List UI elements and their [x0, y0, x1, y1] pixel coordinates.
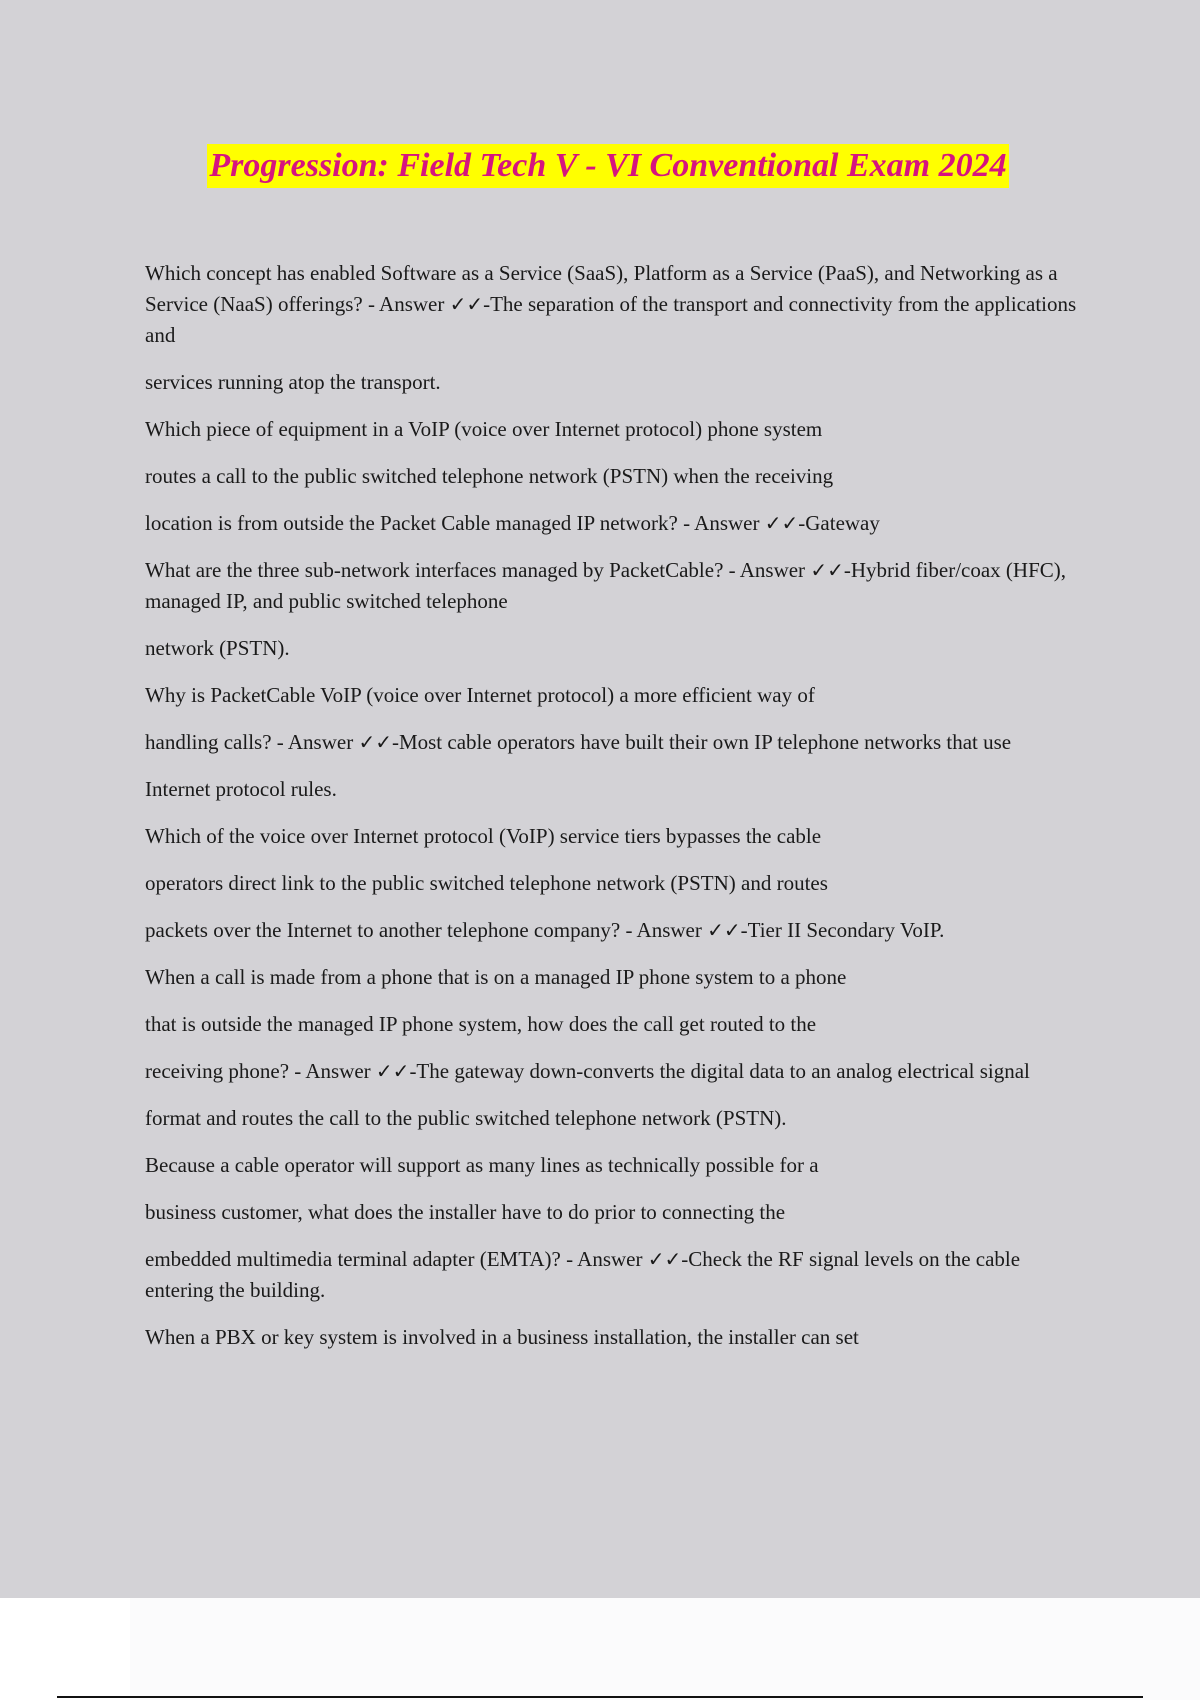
text-line-16 [145, 1056, 1085, 1087]
page-divider [57, 1696, 1143, 1698]
line-text: handling calls? - Answer [145, 730, 359, 754]
line-text: routes a call to the public switched telephone network (PSTN) when the receiving [145, 464, 834, 488]
line-text: format and routes the call to the public switched telephone network (PSTN). [145, 1106, 787, 1130]
text-line-15 [145, 1009, 1085, 1040]
text-line-1 [145, 258, 1085, 351]
answer-text: -Tier II Secondary VoIP. [740, 918, 945, 942]
text-line-6 [145, 555, 1085, 617]
check-icon: ✓✓ [764, 511, 799, 535]
line-text: operators direct link to the public switched telephone network (PSTN) and routes [145, 871, 828, 895]
line-text: What are the three sub-network interfaces managed by PacketCable? - Answer [145, 558, 811, 582]
check-icon: ✓✓ [358, 730, 392, 754]
line-text: services running atop the transport. [145, 370, 441, 394]
answer-text: -Hybrid fiber/coax (HFC), managed IP, and public switched telephone [145, 558, 1067, 613]
line-text: When a PBX or key system is involved in a business installation, the installer can set [145, 1325, 859, 1349]
line-text: embedded multimedia terminal adapter (EMTA)? - Answer [145, 1247, 648, 1271]
title-container [0, 144, 1200, 188]
text-line-7 [145, 633, 1085, 664]
line-text: receiving phone? - Answer [145, 1059, 376, 1083]
line-text: network (PSTN). [145, 636, 290, 660]
line-text: Which concept has enabled Software as a Service (SaaS), Platform as a Service (PaaS), and Networking as a Service (NaaS) offerings? - Answer [145, 261, 1058, 316]
text-line-13 [145, 915, 1085, 946]
document-body [145, 258, 1085, 1369]
text-line-11 [145, 821, 1085, 852]
text-line-3 [145, 414, 1085, 445]
check-icon: ✓✓ [707, 918, 741, 942]
answer-text: -Most cable operators have built their own IP telephone networks that use [391, 730, 1012, 754]
text-line-17 [145, 1103, 1085, 1134]
text-line-5 [145, 508, 1085, 539]
text-line-14 [145, 962, 1085, 993]
check-icon: ✓✓ [375, 1059, 410, 1083]
check-icon: ✓✓ [449, 292, 484, 316]
check-icon: ✓✓ [647, 1247, 682, 1271]
line-text: location is from outside the Packet Cable managed IP network? - Answer [145, 511, 765, 535]
text-line-12 [145, 868, 1085, 899]
text-line-10 [145, 774, 1085, 805]
line-text: that is outside the managed IP phone system, how does the call get routed to the [145, 1012, 817, 1036]
line-text: Because a cable operator will support as many lines as technically possible for a [145, 1153, 819, 1177]
answer-text: -The separation of the transport and connectivity from the applications and [145, 292, 1077, 347]
line-text: business customer, what does the installer have to do prior to connecting the [145, 1200, 786, 1224]
text-line-20 [145, 1244, 1085, 1306]
text-line-21 [145, 1322, 1085, 1353]
line-text: Which piece of equipment in a VoIP (voice over Internet protocol) phone system [145, 417, 823, 441]
answer-text: -Check the RF signal levels on the cable entering the building. [145, 1247, 1021, 1302]
answer-text: -Gateway [798, 511, 880, 535]
text-line-8 [145, 680, 1085, 711]
line-text: Internet protocol rules. [145, 777, 337, 801]
document-title: Progression: Field Tech V - VI Conventional Exam 2024 [207, 144, 1008, 188]
text-line-19 [145, 1197, 1085, 1228]
text-line-4 [145, 461, 1085, 492]
line-text: packets over the Internet to another telephone company? - Answer [145, 918, 708, 942]
check-icon: ✓✓ [810, 558, 844, 582]
text-line-2 [145, 367, 1085, 398]
line-text: Which of the voice over Internet protocol (VoIP) service tiers bypasses the cable [145, 824, 822, 848]
text-line-9 [145, 727, 1085, 758]
line-text: When a call is made from a phone that is on a managed IP phone system to a phone [145, 965, 847, 989]
answer-text: -The gateway down-converts the digital data to an analog electrical signal [409, 1059, 1030, 1083]
line-text: Why is PacketCable VoIP (voice over Internet protocol) a more efficient way of [145, 683, 815, 707]
text-line-18 [145, 1150, 1085, 1181]
next-page-strip [130, 1598, 1200, 1700]
